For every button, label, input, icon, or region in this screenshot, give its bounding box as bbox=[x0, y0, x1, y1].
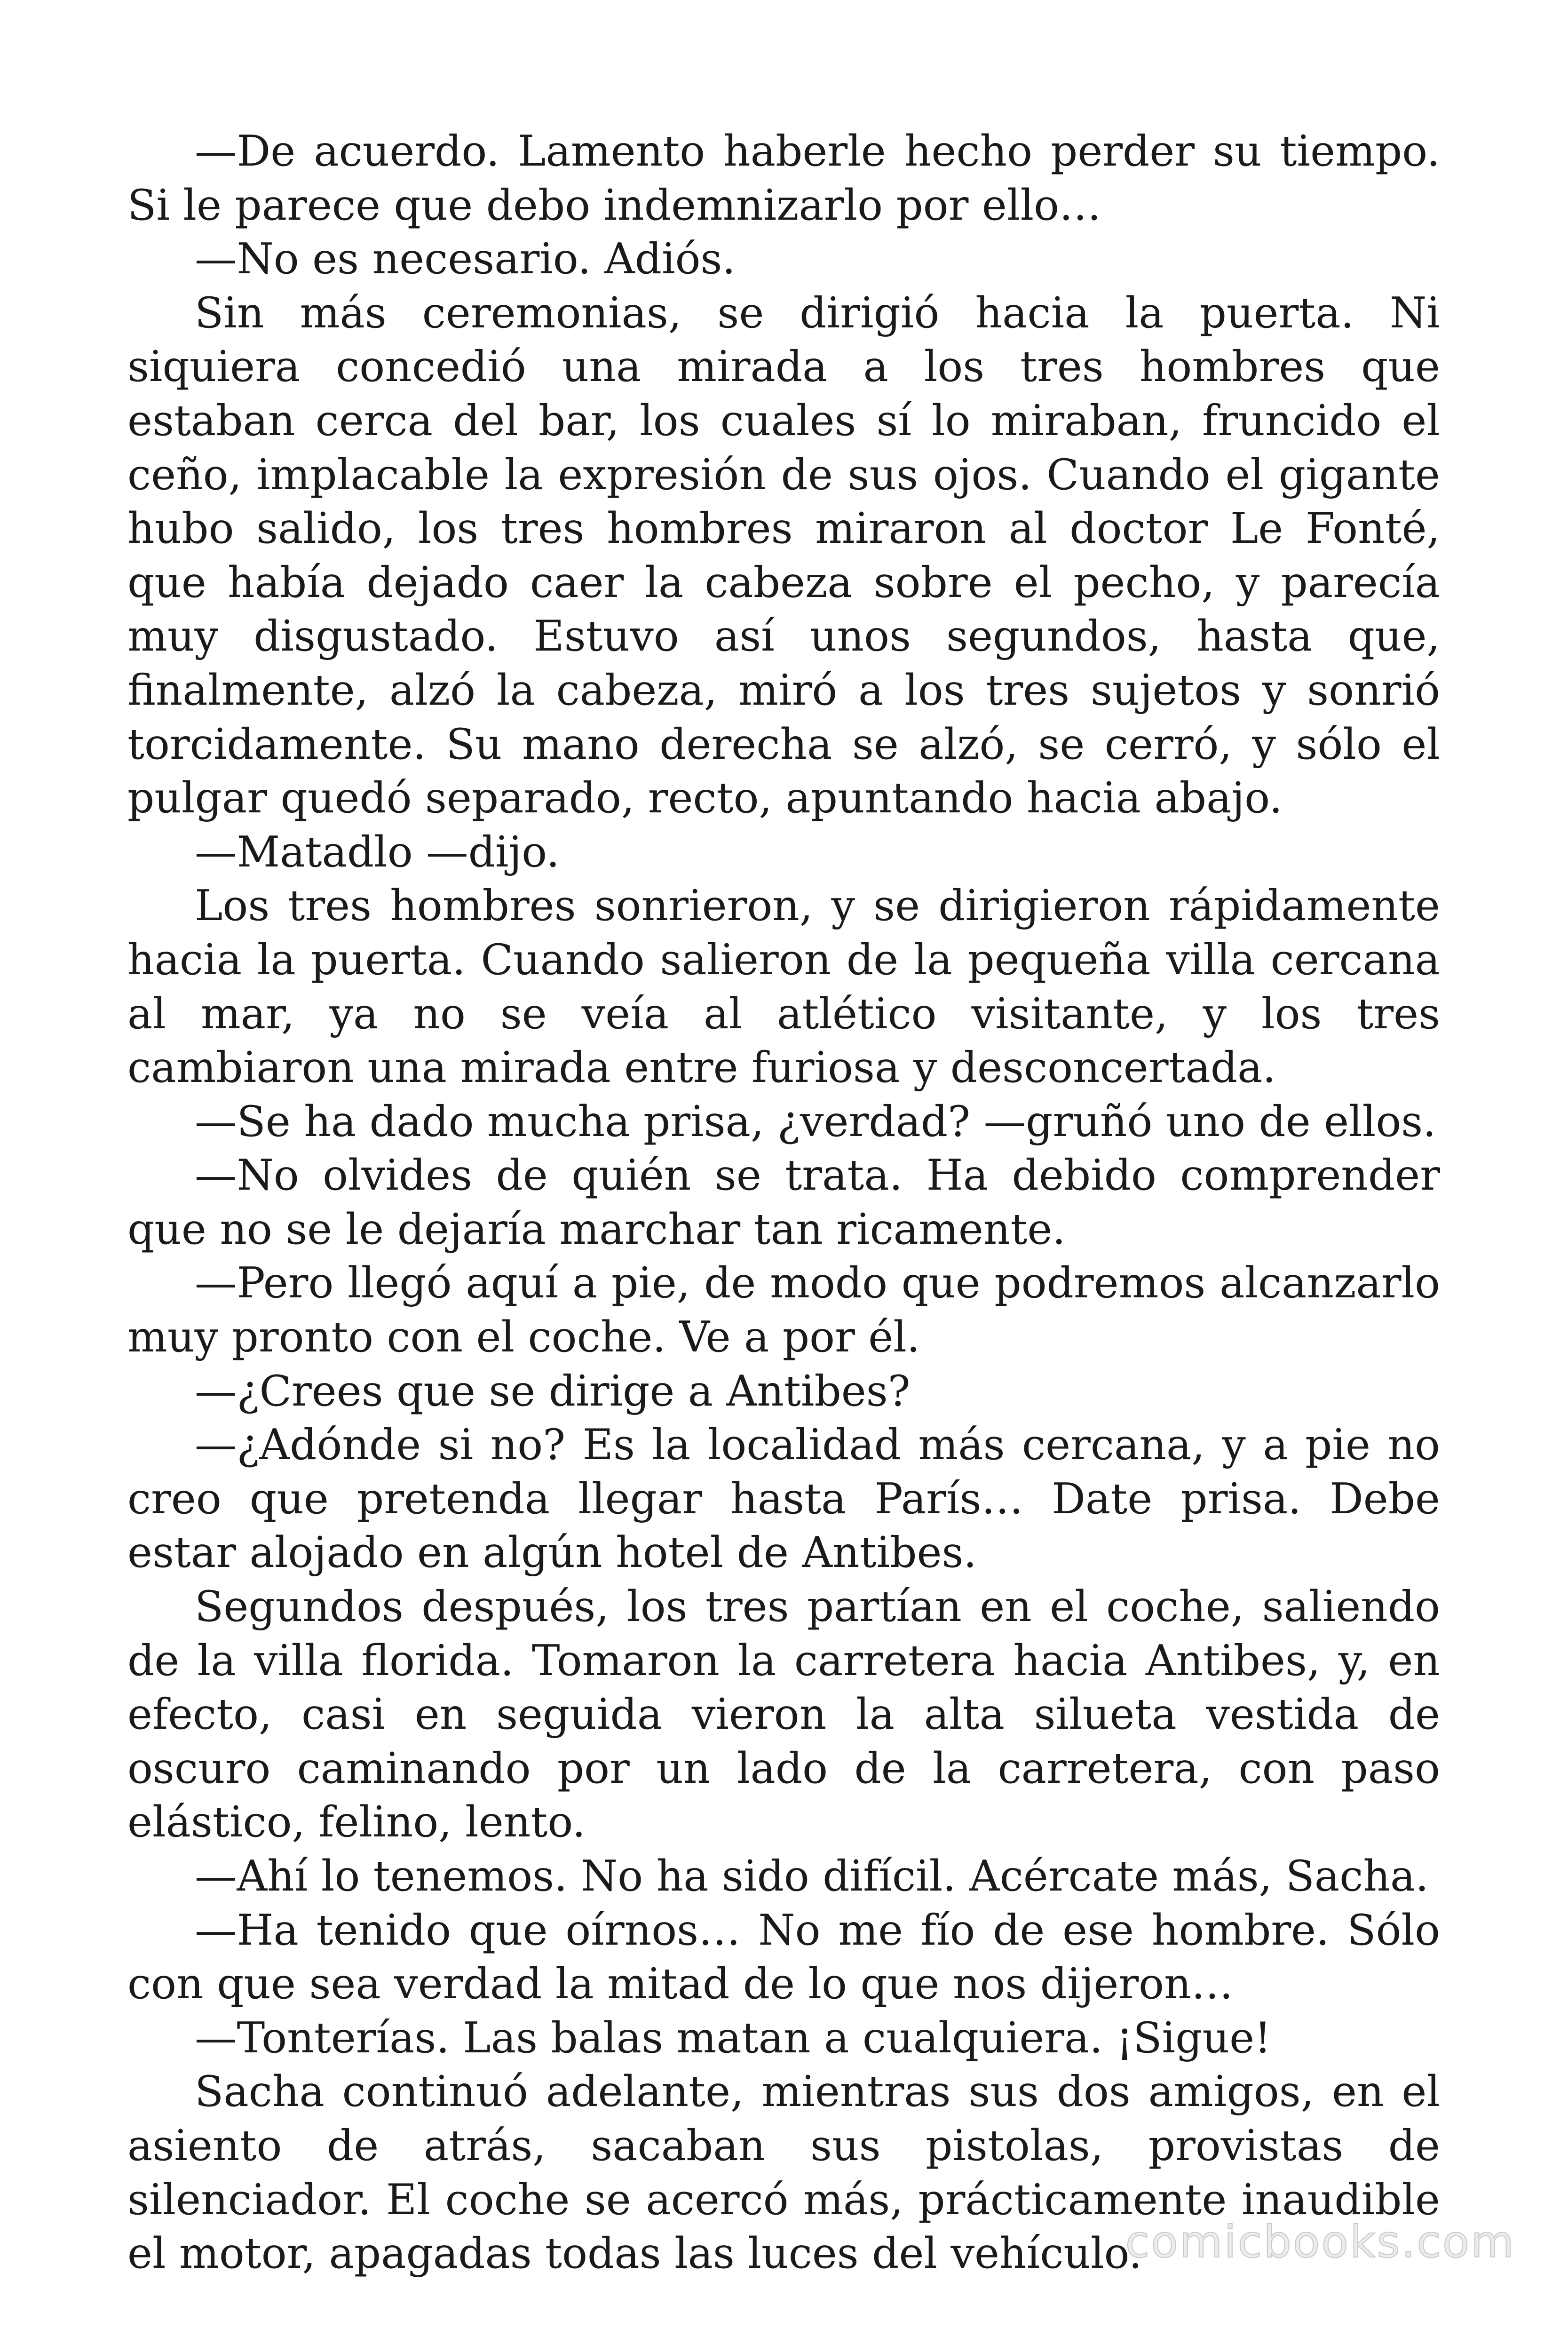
paragraph: Segundos después, los tres partían en el coche, saliendo de la villa florida. Tomaron la carretera hacia Antibes, y, en efecto, casi en seguida vieron la alta silueta vestida de oscuro caminando por un lado de la carretera, con paso elástico, felino, lento. bbox=[127, 1582, 1440, 1847]
paragraph: —De acuerdo. Lamento haberle hecho perder su tiempo. Si le parece que debo indemnizarlo por ello… bbox=[127, 127, 1440, 230]
paragraph: —Ha tenido que oírnos… No me fío de ese hombre. Sólo con que sea verdad la mitad de lo que nos dijeron… bbox=[127, 1906, 1440, 2009]
paragraph: —Matadlo —dijo. bbox=[195, 827, 560, 877]
paragraph: —No olvides de quién se trata. Ha debido comprender que no se le dejaría marchar tan ricamente. bbox=[127, 1151, 1440, 1254]
paragraph: —Se ha dado mucha prisa, ¿verdad? —gruñó uno de ellos. bbox=[195, 1097, 1436, 1146]
paragraph: —No es necesario. Adiós. bbox=[195, 235, 736, 284]
paragraph: Los tres hombres sonrieron, y se dirigieron rápidamente hacia la puerta. Cuando salieron de la pequeña villa cercana al mar, ya no se veía al atlético visitante, y los tres cambiaron una mirada entre furiosa y desconcertada. bbox=[127, 882, 1440, 1093]
paragraph: Sacha continuó adelante, mientras sus dos amigos, en el asiento de atrás, sacaban sus pistolas, provistas de silenciador. El coche se acercó más, prácticamente inaudible el motor, apagadas todas las luces del vehículo. bbox=[127, 2067, 1440, 2279]
paragraph: —Tonterías. Las balas matan a cualquiera. ¡Sigue! bbox=[195, 2013, 1272, 2063]
paragraph: —Ahí lo tenemos. No ha sido difícil. Acércate más, Sacha. bbox=[195, 1852, 1429, 1901]
watermark: comicbooks.com bbox=[1125, 2217, 1515, 2268]
paragraph: —¿Crees que se dirige a Antibes? bbox=[195, 1367, 911, 1416]
paragraph: Sin más ceremonias, se dirigió hacia la puerta. Ni siquiera concedió una mirada a los tres hombres que estaban cerca del bar, los cuales sí lo miraban, fruncido el ceño, implacable la expresión de sus ojos. Cuando el gigante hubo salido, los tres hombres miraron al doctor Le Fonté, que había dejado caer la cabeza sobre el pecho, y parecía muy disgustado. Estuvo así unos segundos, hasta que, finalmente, alzó la cabeza, miró a los tres sujetos y sonrió torcidamente. Su mano derecha se alzó, se cerró, y sólo el pulgar quedó separado, recto, apuntando hacia abajo. bbox=[127, 288, 1440, 823]
book-page-text bbox=[127, 125, 1440, 2281]
paragraph: —Pero llegó aquí a pie, de modo que podremos alcanzarlo muy pronto con el coche. Ve a por él. bbox=[127, 1259, 1440, 1362]
paragraph: —¿Adónde si no? Es la localidad más cercana, y a pie no creo que pretenda llegar hasta París… Date prisa. Debe estar alojado en algún hotel de Antibes. bbox=[127, 1421, 1440, 1578]
